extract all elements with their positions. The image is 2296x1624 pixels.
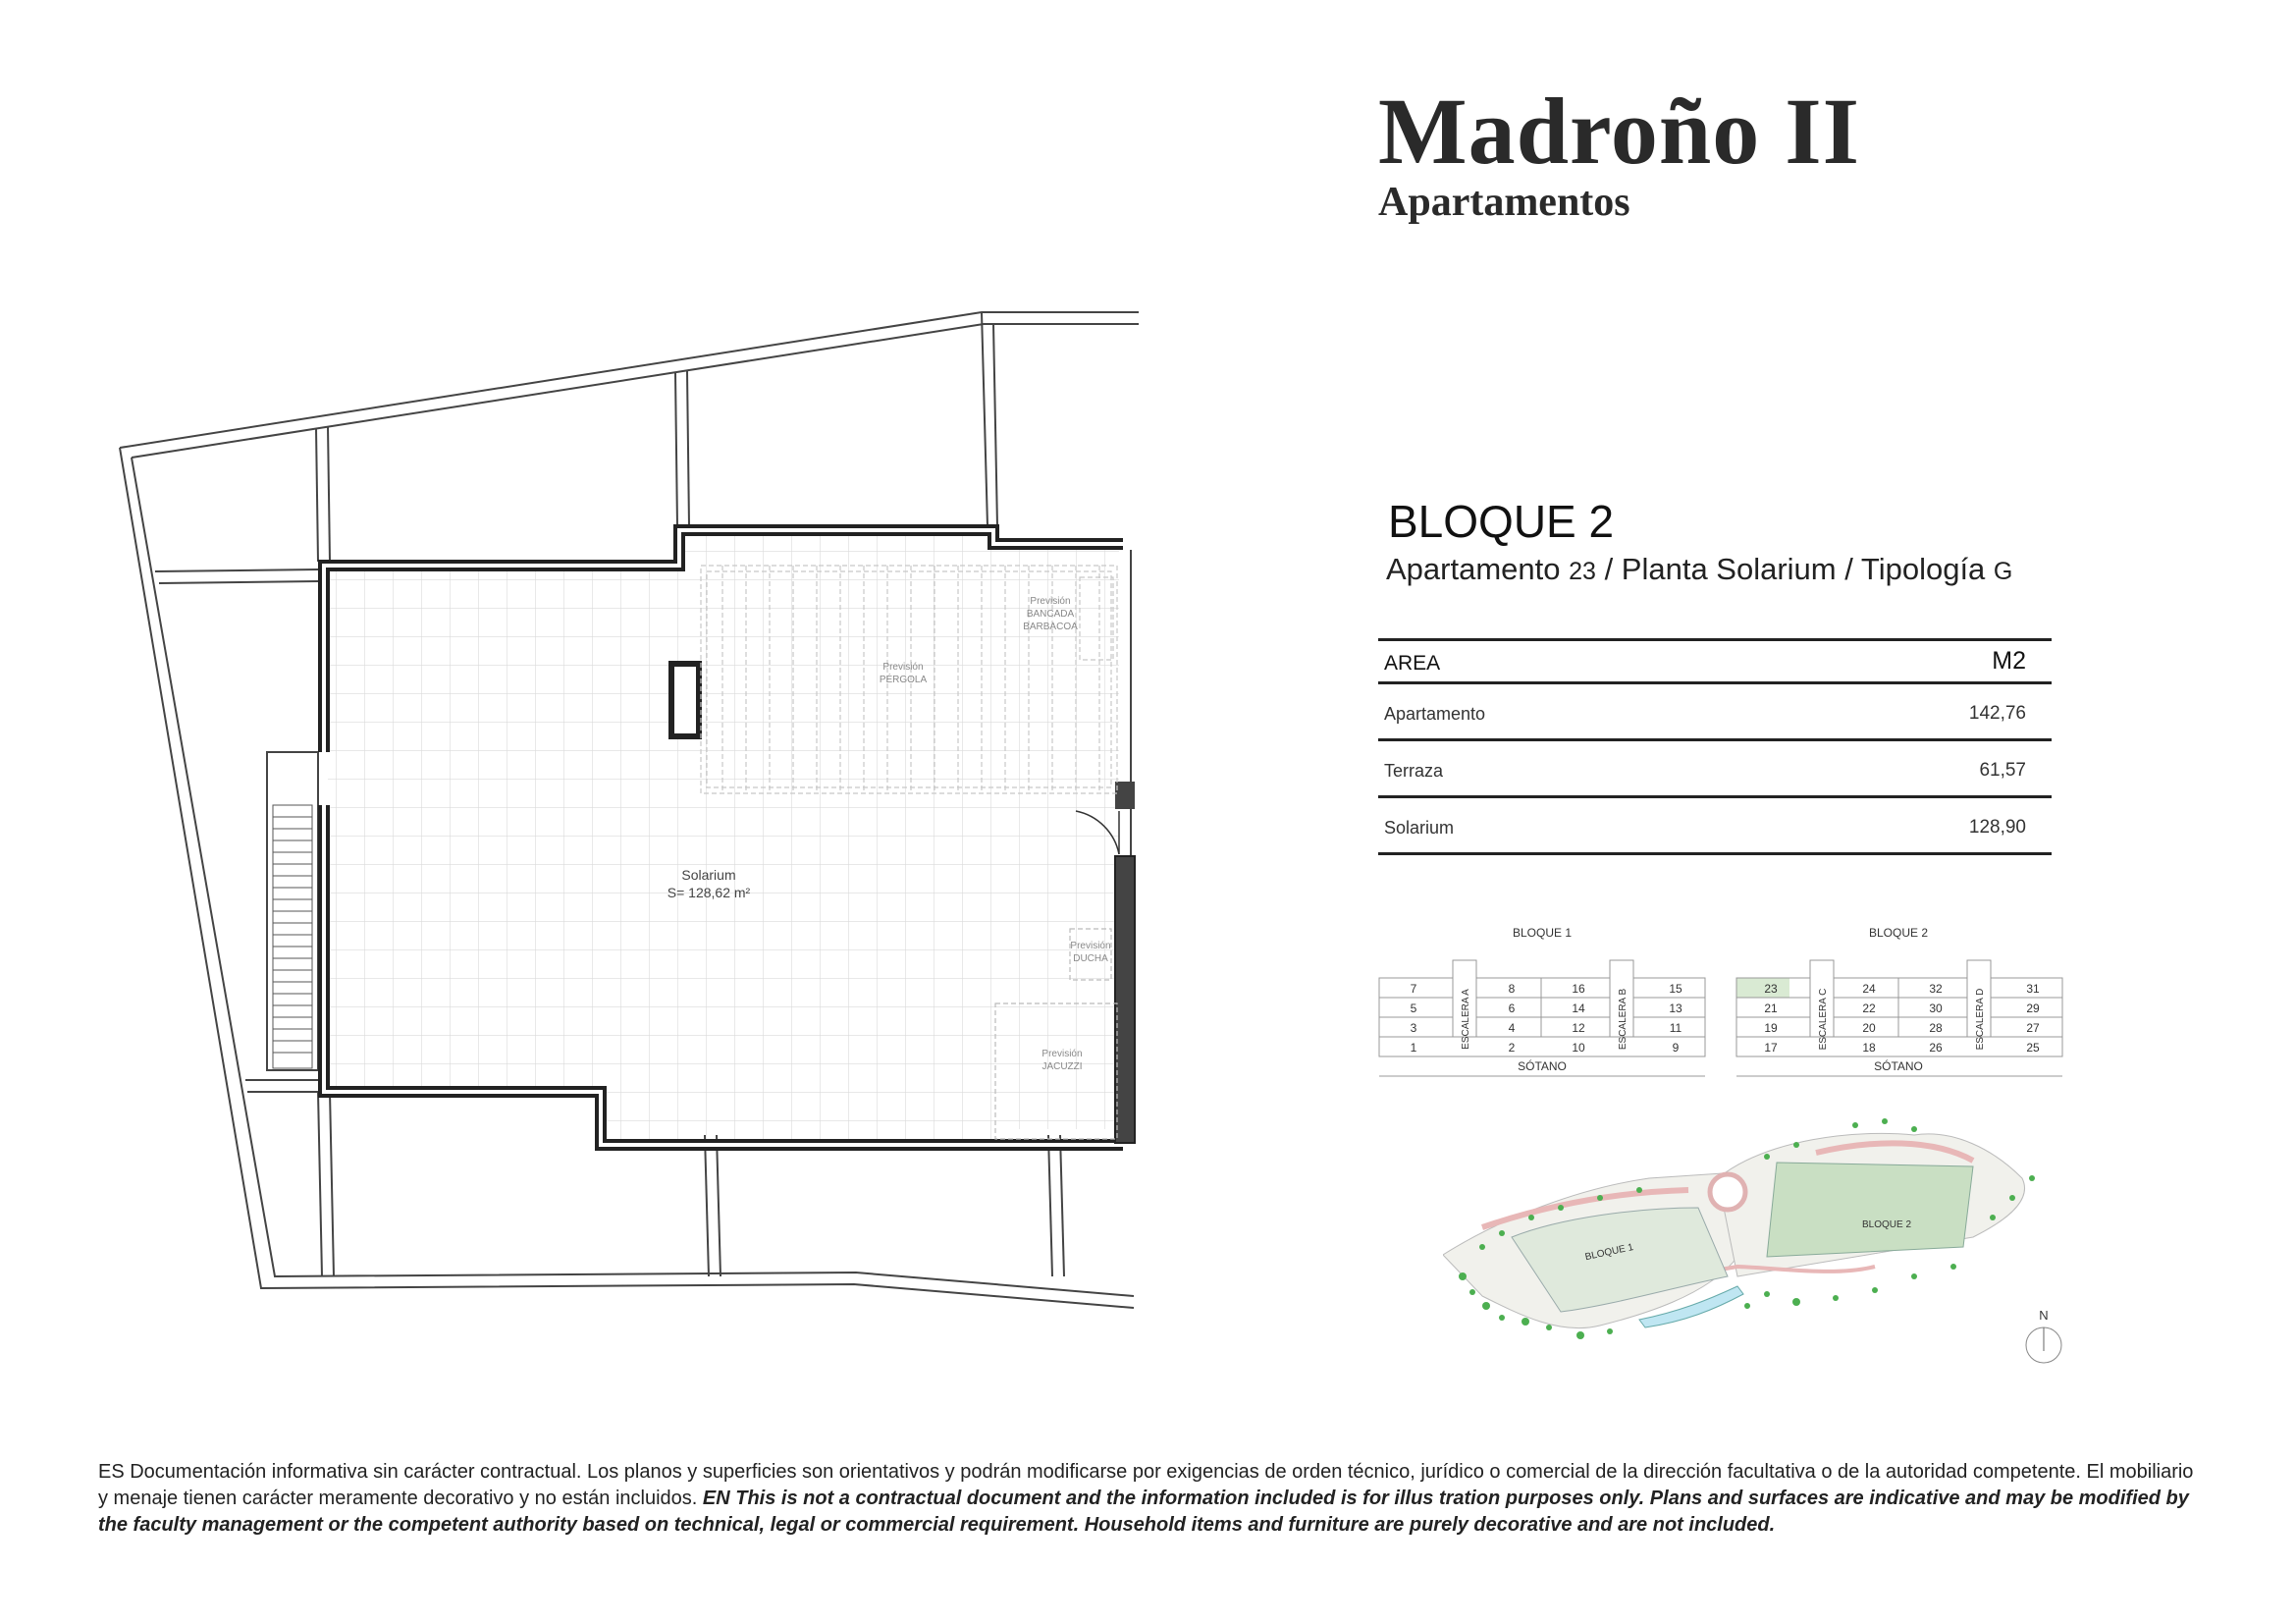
note-bancada-3: BARBACOA (1023, 622, 1078, 632)
stair-d-label: ESCALERA D (1975, 988, 1986, 1051)
exterior-stair (267, 752, 318, 1070)
apartment-number: 23 (1569, 558, 1596, 585)
unit-cell: 6 (1508, 1001, 1516, 1015)
solarium-floor-plan (108, 295, 1148, 1335)
disclaimer (98, 1459, 2199, 1539)
glass-wall (1115, 856, 1135, 1143)
page-title: Madroño II (1378, 79, 1860, 184)
blocks-key-diagram (1374, 913, 2071, 1090)
unit-cell: 11 (1669, 1021, 1682, 1035)
unit-cell: 31 (2026, 982, 2040, 996)
floor-label: / Planta Solarium (1604, 552, 1837, 586)
typology-label: / Tipología (1844, 552, 1986, 586)
stair-b-label: ESCALERA B (1618, 988, 1629, 1051)
chimney-vent (671, 664, 699, 736)
highlight-cell (1736, 978, 1789, 998)
block-heading: BLOQUE 2 (1388, 496, 1615, 547)
unit-cell: 2 (1508, 1041, 1516, 1055)
area-table-header (1378, 638, 2052, 684)
unit-cell: 8 (1508, 982, 1516, 996)
note-ducha-2: DUCHA (1073, 953, 1108, 964)
disclaimer-es: ES Documentación informativa sin carácter contractual. Los planos y superficies son orientativos y podrán modificarse por exigencias de orden técnico, jurídico o comercial de la dirección facultativa o de la autoridad competente. El mobiliario y menaje tienen carácter meramente decorativo y no están incluidos. (98, 1461, 2194, 1509)
row-value: 61,57 (1979, 760, 2026, 781)
note-bancada-2: BANCADA (1026, 609, 1075, 620)
room-area: S= 128,62 m² (667, 885, 751, 900)
unit-cell: 4 (1508, 1021, 1516, 1035)
unit-cell: 17 (1764, 1041, 1778, 1055)
unit-cell: 29 (2026, 1001, 2040, 1015)
bloque2-title: BLOQUE 2 (1868, 926, 1929, 940)
unit-cell: 5 (1410, 1001, 1417, 1015)
unit-subheading (1386, 552, 2012, 587)
bloque1-grid (1379, 960, 1705, 1056)
unit-cell: 10 (1572, 1041, 1585, 1055)
area-header-unit: M2 (1992, 647, 2026, 675)
row-value: 128,90 (1968, 817, 2026, 838)
typology-value: G (1993, 558, 2013, 585)
bloque1-title: BLOQUE 1 (1512, 926, 1573, 940)
unit-cell: 20 (1862, 1021, 1876, 1035)
roundabout (1710, 1174, 1745, 1210)
row-label: Solarium (1384, 818, 1455, 838)
bloque2-grid (1736, 960, 2062, 1056)
unit-cell: 14 (1572, 1001, 1585, 1015)
unit-cell: 3 (1410, 1021, 1417, 1035)
area-table (1378, 638, 2052, 855)
room-name: Solarium (681, 867, 736, 883)
row-value: 142,76 (1968, 703, 2026, 724)
north-arrow-icon (2026, 1327, 2061, 1363)
area-header-label: AREA (1384, 652, 1441, 675)
solarium-floor (328, 534, 1119, 1141)
unit-cell: 25 (2026, 1041, 2040, 1055)
page-subtitle: Apartamentos (1378, 180, 1630, 225)
table-row (1378, 684, 2052, 741)
wall-stub (1115, 782, 1135, 809)
north-label: N (2039, 1308, 2049, 1323)
unit-cell: 30 (1929, 1001, 1943, 1015)
unit-cell: 24 (1862, 982, 1876, 996)
unit-cell: 22 (1862, 1001, 1876, 1015)
row-label: Terraza (1384, 761, 1444, 781)
site-label-bloque1: BLOQUE 1 (1583, 1241, 1635, 1264)
unit-cell: 12 (1572, 1021, 1585, 1035)
unit-cell: 13 (1669, 1001, 1682, 1015)
unit-cell: 1 (1410, 1041, 1417, 1055)
unit-cell: 9 (1672, 1041, 1680, 1055)
stair-c-label: ESCALERA C (1818, 988, 1829, 1051)
note-jacuzzi-1: Previsión (1041, 1049, 1083, 1059)
note-pergola-1: Previsión (882, 662, 924, 673)
note-bancada-1: Previsión (1030, 596, 1071, 607)
site-plan (1443, 1110, 2091, 1375)
unit-cell: 32 (1929, 982, 1943, 996)
unit-cell: 27 (2026, 1021, 2040, 1035)
unit-cell: 16 (1572, 982, 1585, 996)
table-row (1378, 741, 2052, 798)
unit-cell: 15 (1669, 982, 1682, 996)
building-bloque2 (1767, 1163, 1973, 1257)
bloque1-basement: SÓTANO (1518, 1059, 1567, 1073)
note-ducha-1: Previsión (1070, 941, 1111, 951)
unit-cell: 28 (1929, 1021, 1943, 1035)
bloque2-basement: SÓTANO (1874, 1059, 1923, 1073)
table-row (1378, 798, 2052, 855)
unit-cell-highlighted: 23 (1764, 982, 1778, 996)
site-label-bloque2: BLOQUE 2 (1861, 1219, 1912, 1230)
apartment-label: Apartamento (1386, 552, 1561, 586)
unit-cell: 21 (1764, 1001, 1778, 1015)
stair-a-label: ESCALERA A (1461, 989, 1471, 1050)
disclaimer-en: EN This is not a contractual document and the information included is for illus tration purposes only. Plans and surfaces are indicative and may be modified by the faculty management or the competent authority based on technical, legal or commercial requirement. Household items and furniture are purely decorative and are not included. (98, 1488, 2189, 1536)
note-pergola-2: PÉRGOLA (879, 675, 928, 685)
unit-cell: 19 (1764, 1021, 1778, 1035)
unit-cell: 26 (1929, 1041, 1943, 1055)
unit-cell: 7 (1410, 982, 1417, 996)
note-jacuzzi-2: JACUZZI (1041, 1061, 1083, 1072)
unit-cell: 18 (1862, 1041, 1876, 1055)
row-label: Apartamento (1384, 704, 1486, 724)
